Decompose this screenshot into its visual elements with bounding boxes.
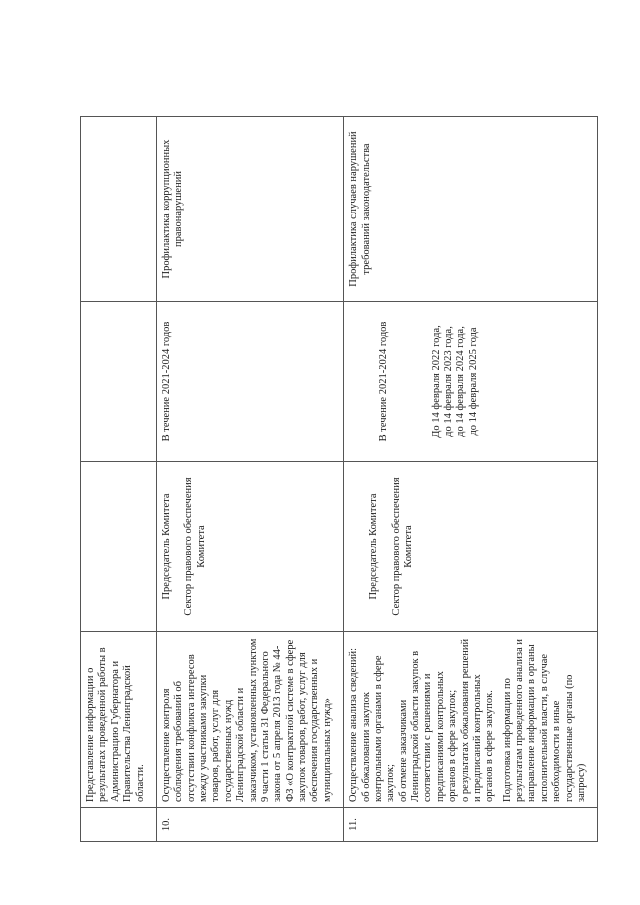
measure-cell — [81, 632, 157, 808]
term-period: В течение 2021-2024 годов — [160, 321, 172, 442]
responsible-cell — [81, 462, 157, 632]
responsible-cell — [156, 462, 343, 632]
measure-cell — [344, 632, 598, 808]
row-number: 11. — [344, 808, 598, 842]
table-row — [344, 117, 598, 842]
term-deadline: до 14 февраля 2025 года — [467, 327, 479, 436]
responsible-cell — [344, 462, 598, 632]
measure-text: Осуществление контроля соблюдения требований об отсутствии конфликта интересов между участниками закупки товаров, работ, услуг для государственных нужд Ленинградской области и заказчиком, установленных пунктом 9 части 1 статьи 31 Федерального закона от 5 апреля 2013 года № 44-ФЗ «О контрактной системе в сфере закупок товаров, работ, услуг для обеспечения государственных и муниципальных нужд» — [160, 638, 333, 802]
responsible-legal-sector: Сектор правового обеспечения Комитета — [390, 477, 414, 616]
measures-table — [80, 116, 598, 842]
measure-text: об обжаловании закупок контрольными органами в сфере закупок; — [360, 655, 397, 802]
term-period: В течение 2021-2024 годов — [378, 321, 390, 442]
term-cell — [344, 302, 598, 462]
table-row — [156, 117, 343, 842]
result-cell: Профилактика коррупционных правонарушений — [156, 117, 343, 302]
term-cell — [156, 302, 343, 462]
term-cell — [81, 302, 157, 462]
rotated-page — [80, 117, 587, 842]
row-number — [81, 808, 157, 842]
row-number: 10. — [156, 808, 343, 842]
term-deadline: до 14 февраля 2024 года, — [455, 326, 467, 437]
measure-cell — [156, 632, 343, 808]
responsible-chairman: Председатель Комитета — [368, 493, 380, 600]
term-deadline: До 14 февраля 2022 года, — [430, 325, 442, 438]
term-deadline: до 14 февраля 2023 года, — [442, 326, 454, 437]
measure-text: Осуществление анализа сведений: — [348, 647, 360, 802]
measure-text: об отмене заказчиками Ленинградской области закупок в соответствии с решениями и предписаниями контрольных органов в сфере закупок; — [397, 650, 459, 802]
table-row — [81, 117, 157, 842]
result-cell — [81, 117, 157, 302]
responsible-legal-sector: Сектор правового обеспечения Комитета — [183, 477, 207, 616]
result-cell: Профилактика случаев нарушений требований законодательства — [344, 117, 598, 302]
measure-text: Представление информации о результатах проведенной работы в Администрацию Губернатора и Правительства Ленинградской области. — [85, 647, 146, 802]
measure-text: о результатах обжалования решений и предписаний контрольных органов в сфере закупок. — [459, 638, 496, 802]
responsible-chairman: Председатель Комитета — [160, 493, 172, 600]
measure-text: Подготовка информации по результатам проведенного анализа и направление информации в органы исполнительной власти, в случае необходимости в иные государственные органы (по запросу) — [501, 638, 587, 802]
